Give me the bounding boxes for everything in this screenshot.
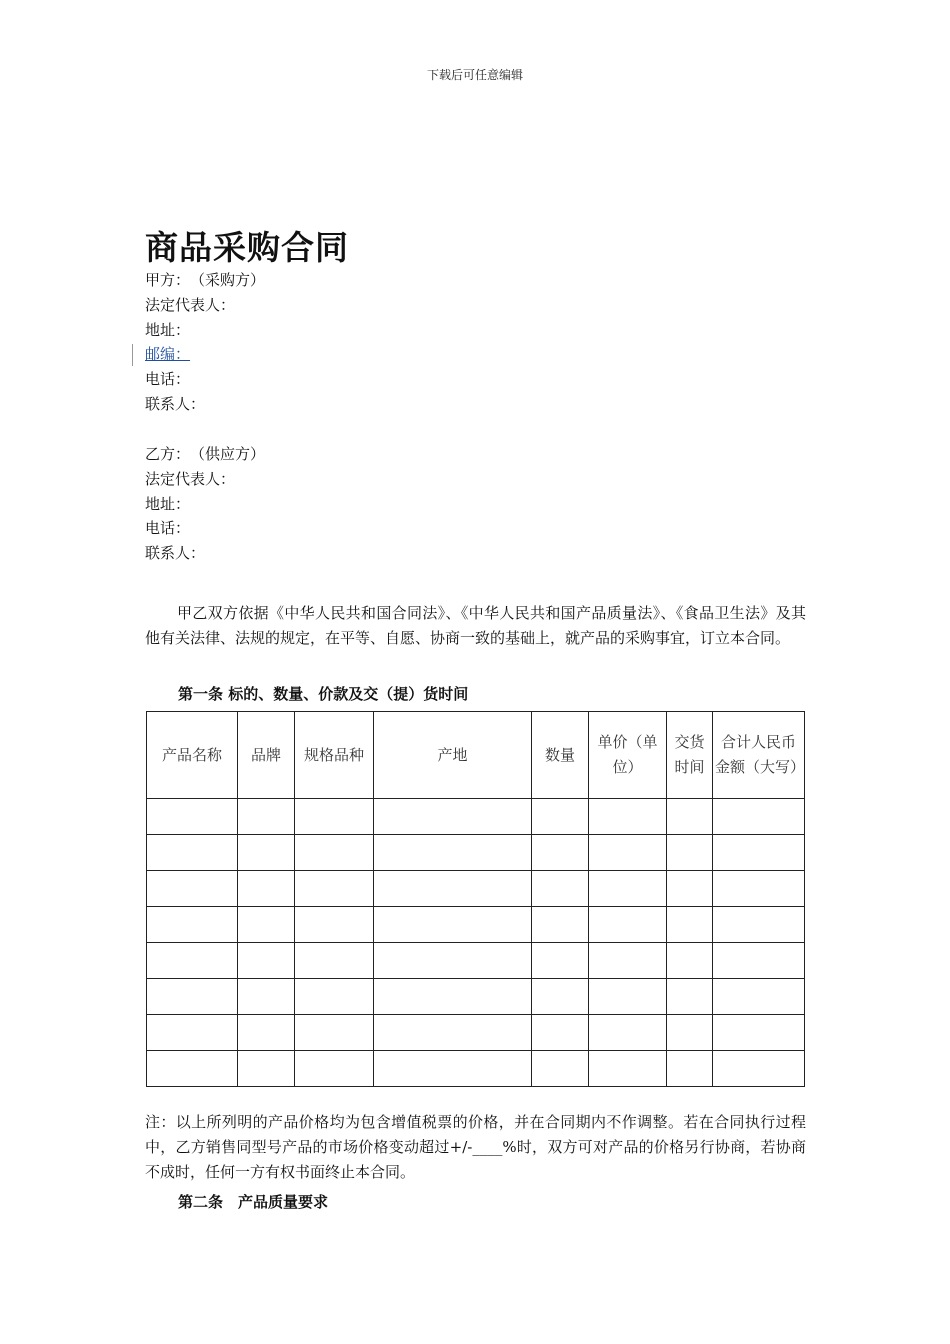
table-cell[interactable] — [713, 1051, 805, 1087]
table-cell[interactable] — [713, 907, 805, 943]
table-cell[interactable] — [374, 1051, 532, 1087]
table-cell[interactable] — [374, 907, 532, 943]
article-2-heading: 第二条 产品质量要求 — [178, 1193, 329, 1211]
party-a-address: 地址： — [145, 320, 191, 339]
table-cell[interactable] — [374, 799, 532, 835]
party-b-legal-rep: 法定代表人： — [145, 469, 236, 488]
table-cell[interactable] — [667, 979, 713, 1015]
table-cell[interactable] — [147, 1051, 238, 1087]
table-cell[interactable] — [589, 835, 667, 871]
table-cell[interactable] — [667, 1051, 713, 1087]
table-cell[interactable] — [238, 979, 295, 1015]
table-row — [147, 1015, 805, 1051]
table-cell[interactable] — [532, 907, 589, 943]
table-cell[interactable] — [295, 835, 374, 871]
table-cell[interactable] — [589, 871, 667, 907]
table-cell[interactable] — [238, 871, 295, 907]
header-brand: 品牌 — [238, 712, 295, 799]
table-cell[interactable] — [374, 943, 532, 979]
table-cell[interactable] — [589, 943, 667, 979]
table-cell[interactable] — [589, 1051, 667, 1087]
table-cell[interactable] — [374, 1015, 532, 1051]
table-cell[interactable] — [532, 871, 589, 907]
table-row — [147, 943, 805, 979]
table-cell[interactable] — [589, 979, 667, 1015]
table-cell[interactable] — [713, 1015, 805, 1051]
table-cell[interactable] — [295, 1051, 374, 1087]
table-cell[interactable] — [667, 943, 713, 979]
table-row — [147, 871, 805, 907]
table-cell[interactable] — [295, 799, 374, 835]
table-cell[interactable] — [713, 871, 805, 907]
table-cell[interactable] — [713, 799, 805, 835]
party-a-label: 甲方： （采购方） — [145, 271, 266, 289]
table-cell[interactable] — [589, 907, 667, 943]
table-cell[interactable] — [532, 799, 589, 835]
table-cell[interactable] — [295, 979, 374, 1015]
table-cell[interactable] — [667, 1015, 713, 1051]
party-b-label: 乙方： （供应方） — [145, 445, 266, 463]
table-cell[interactable] — [147, 799, 238, 835]
party-a-postcode-label: 邮编： — [145, 345, 191, 364]
header-delivery-time: 交货时间 — [667, 712, 713, 799]
table-cell[interactable] — [532, 1015, 589, 1051]
header-product-name: 产品名称 — [147, 712, 238, 799]
party-a-legal-rep: 法定代表人： — [145, 295, 236, 314]
table-cell[interactable] — [147, 943, 238, 979]
table-cell[interactable] — [374, 835, 532, 871]
table-cell[interactable] — [667, 835, 713, 871]
table-cell[interactable] — [532, 979, 589, 1015]
header-note: 下载后可任意编辑 — [426, 68, 523, 82]
table-cell[interactable] — [295, 907, 374, 943]
goods-table — [146, 711, 805, 1087]
table-cell[interactable] — [238, 907, 295, 943]
table-cell[interactable] — [667, 799, 713, 835]
table-cell[interactable] — [667, 871, 713, 907]
price-note: 注：以上所列明的产品价格均为包含增值税票的价格，并在合同期内不作调整。若在合同执行过程中，乙方销售同型号产品的市场价格变动超过+/-____%时，双方可对产品的价格另行协商，若协商不成时，任何一方有权书面终止本合同。 — [145, 1113, 806, 1181]
text-cursor — [132, 344, 133, 366]
document-title: 商品采购合同 — [145, 228, 349, 267]
table-cell[interactable] — [374, 871, 532, 907]
table-cell[interactable] — [147, 835, 238, 871]
header-total-rmb: 合计人民币金额（大写） — [713, 712, 805, 799]
table-cell[interactable] — [147, 907, 238, 943]
header-origin: 产地 — [374, 712, 532, 799]
table-cell[interactable] — [532, 1051, 589, 1087]
party-b-address: 地址： — [145, 494, 191, 513]
table-cell[interactable] — [532, 835, 589, 871]
header-quantity: 数量 — [532, 712, 589, 799]
table-cell[interactable] — [238, 1051, 295, 1087]
party-b-contact: 联系人： — [145, 544, 206, 563]
table-cell[interactable] — [147, 979, 238, 1015]
table-cell[interactable] — [532, 943, 589, 979]
table-cell[interactable] — [238, 1015, 295, 1051]
intro-paragraph: 甲乙双方依据《中华人民共和国合同法》、《中华人民共和国产品质量法》、《食品卫生法》及其他有关法律、法规的规定，在平等、自愿、协商一致的基础上，就产品的采购事宜，订立本合同。 — [145, 604, 806, 647]
table-cell[interactable] — [295, 871, 374, 907]
table-cell[interactable] — [238, 943, 295, 979]
table-cell[interactable] — [295, 943, 374, 979]
party-b-block — [145, 442, 265, 566]
party-a-postcode-link[interactable] — [145, 342, 265, 367]
table-cell[interactable] — [238, 835, 295, 871]
table-cell[interactable] — [238, 799, 295, 835]
party-a-contact: 联系人： — [145, 394, 206, 413]
table-cell[interactable] — [713, 943, 805, 979]
table-cell[interactable] — [713, 835, 805, 871]
table-cell[interactable] — [667, 907, 713, 943]
table-cell[interactable] — [589, 1015, 667, 1051]
party-a-block — [145, 268, 265, 417]
table-row — [147, 907, 805, 943]
table-cell[interactable] — [147, 1015, 238, 1051]
header-spec: 规格品种 — [295, 712, 374, 799]
table-cell[interactable] — [589, 799, 667, 835]
table-cell[interactable] — [374, 979, 532, 1015]
table-cell[interactable] — [713, 979, 805, 1015]
party-b-phone: 电话： — [145, 519, 191, 538]
article-1-heading: 第一条 标的、数量、价款及交（提）货时间 — [178, 685, 469, 703]
header-unit-price: 单价（单位） — [589, 712, 667, 799]
table-header-row — [147, 712, 805, 799]
party-a-phone: 电话： — [145, 370, 191, 389]
table-row — [147, 835, 805, 871]
table-cell[interactable] — [295, 1015, 374, 1051]
table-row — [147, 799, 805, 835]
table-cell[interactable] — [147, 871, 238, 907]
table-row — [147, 1051, 805, 1087]
table-row — [147, 979, 805, 1015]
